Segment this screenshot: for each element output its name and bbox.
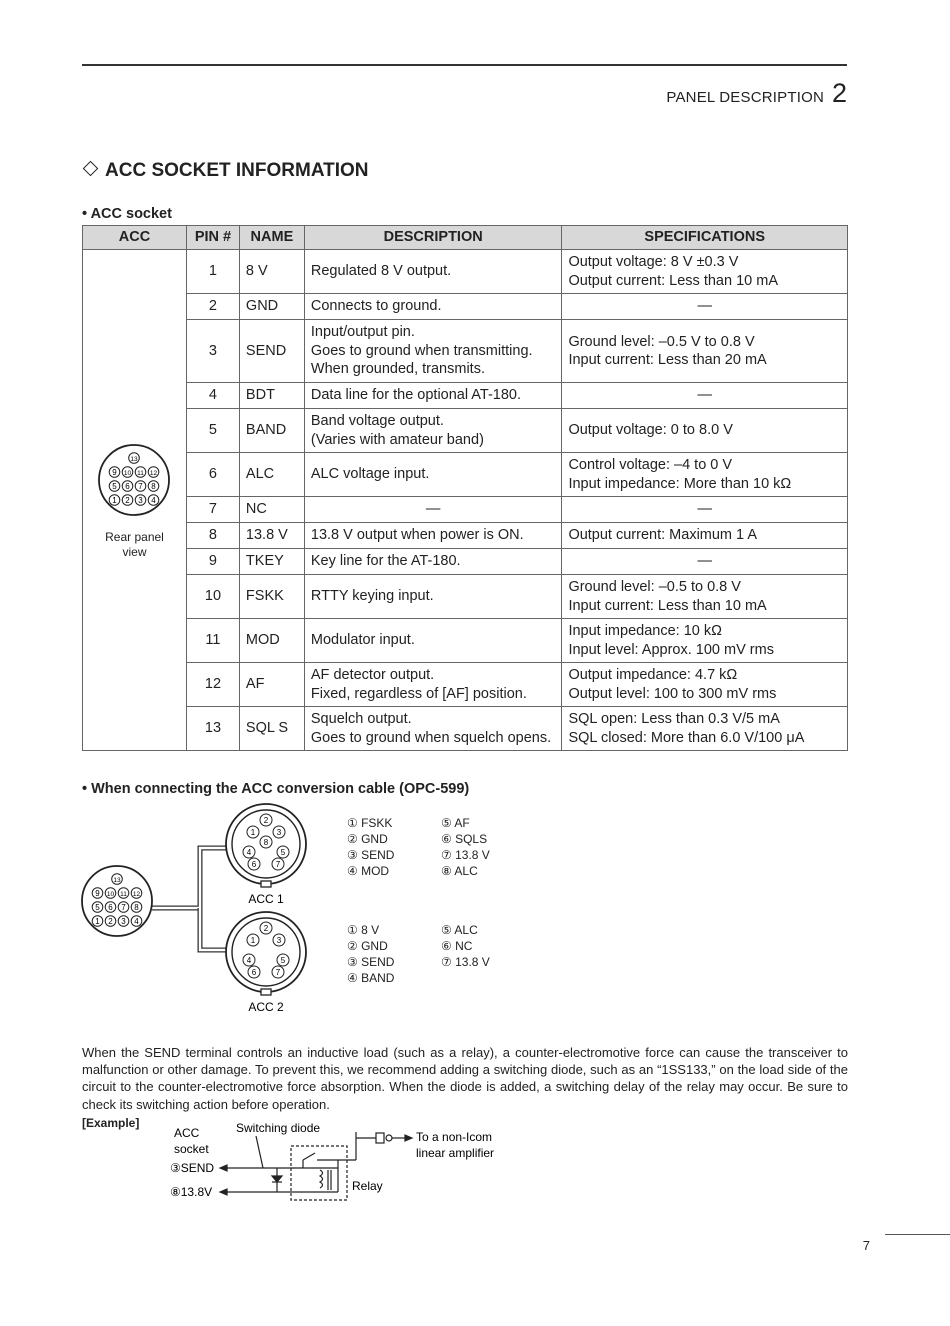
description-cell — [304, 409, 562, 453]
pin-name-cell: GND — [239, 294, 304, 320]
description-line: Goes to ground when squelch opens. — [310, 729, 552, 746]
socket-pin-number: 4 — [134, 917, 139, 926]
pin-name-cell: BDT — [239, 383, 304, 409]
acc-socket-label-2: socket — [174, 1142, 209, 1156]
socket-pin-number: 3 — [121, 917, 126, 926]
table-row — [83, 320, 848, 383]
specification-cell — [562, 320, 848, 383]
specification-cell — [562, 294, 848, 320]
description-cell — [304, 549, 562, 575]
relay-example-schematic — [160, 1118, 520, 1208]
pin-assignment: ⑤ ALC — [441, 923, 478, 937]
table-row — [83, 453, 848, 497]
description-cell — [304, 663, 562, 707]
din-pin-number: 1 — [250, 936, 256, 945]
din-pin-number: 2 — [263, 816, 269, 825]
specification-line: — — [697, 387, 712, 404]
pin-assignment: ⑦ 13.8 V — [441, 848, 490, 862]
description-line: (Varies with amateur band) — [310, 431, 484, 448]
table-row — [83, 294, 848, 320]
description-line: Regulated 8 V output. — [310, 263, 452, 280]
rear-panel-label-line1: Rear panel — [105, 530, 164, 544]
socket-pin-number: 1 — [112, 496, 118, 505]
specification-line: Input impedance: 10 kΩ — [568, 623, 722, 639]
socket-pin-number: 9 — [112, 468, 118, 477]
pin-assignment: ⑦ 13.8 V — [441, 955, 490, 969]
specification-cell — [562, 250, 848, 294]
pin-assignment: ③ SEND — [347, 955, 395, 969]
socket-pin-number: 2 — [108, 917, 113, 926]
description-line: — — [425, 501, 441, 518]
table-row — [83, 575, 848, 619]
specification-line: Output current: Less than 10 mA — [568, 272, 778, 289]
socket-pin-number: 12 — [150, 470, 158, 477]
specification-line: Output impedance: 4.7 kΩ — [568, 667, 738, 683]
pin-name-cell: MOD — [239, 619, 304, 663]
page-number: 7 — [862, 1238, 870, 1253]
acc1-pin-list-left — [347, 815, 394, 879]
pin-assignment: ④ BAND — [347, 971, 395, 985]
specification-line: Input current: Less than 10 mA — [568, 597, 767, 614]
pin-number-cell: 9 — [186, 549, 239, 575]
socket-pin-number: 5 — [95, 903, 100, 912]
pin-name-cell: NC — [239, 497, 304, 523]
pin-number-cell: 13 — [186, 707, 239, 751]
column-header: SPECIFICATIONS — [562, 226, 848, 250]
description-cell — [304, 619, 562, 663]
description-line: When grounded, transmits. — [310, 361, 485, 378]
table-row — [83, 383, 848, 409]
din-pin-number: 7 — [275, 860, 281, 869]
socket-pin-number: 1 — [95, 917, 100, 926]
specification-cell — [562, 663, 848, 707]
chapter-number: 2 — [831, 78, 847, 108]
din-pin-number: 5 — [280, 956, 286, 965]
socket-pin-number: 7 — [138, 482, 144, 491]
pin-assignment: ② GND — [347, 939, 388, 953]
column-header: PIN # — [186, 226, 239, 250]
example-label: [Example] — [82, 1116, 140, 1130]
table-row — [83, 707, 848, 751]
pin-number-cell: 7 — [186, 497, 239, 523]
specification-line: SQL open: Less than 0.3 V/5 mA — [568, 711, 780, 727]
din-pin-number: 8 — [263, 838, 269, 847]
column-header: NAME — [239, 226, 304, 250]
specification-line: Output voltage: 8 V ±0.3 V — [568, 254, 739, 270]
table-row — [83, 250, 848, 294]
table-header-row — [83, 226, 848, 250]
din-pin-number: 2 — [263, 924, 269, 933]
running-header: PANEL DESCRIPTION — [666, 89, 824, 106]
specification-line: Ground level: –0.5 V to 0.8 V — [568, 333, 755, 350]
pin-assignment: ⑧ ALC — [441, 864, 478, 878]
socket-pin-number: 6 — [108, 903, 113, 912]
din-pin-number: 1 — [250, 828, 256, 837]
socket-pin-number: 3 — [138, 496, 144, 505]
to-amp-label-2: linear amplifier — [416, 1146, 495, 1160]
specification-cell — [562, 383, 848, 409]
description-line: Input/output pin. — [310, 324, 415, 341]
din-pin-number: 7 — [275, 968, 281, 977]
pin-assignment: ③ SEND — [347, 848, 395, 862]
specification-line: Output level: 100 to 300 mV rms — [568, 685, 777, 702]
description-cell — [304, 250, 562, 294]
din-pin-number: 3 — [276, 936, 282, 945]
specification-cell — [562, 453, 848, 497]
socket-pin-number: 13 — [113, 877, 121, 884]
din-pin-number: 4 — [246, 956, 252, 965]
description-cell — [304, 523, 562, 549]
description-line: Band voltage output. — [310, 413, 444, 429]
din-pin-number: 6 — [251, 860, 257, 869]
socket-pin-number: 10 — [106, 891, 115, 898]
socket-pin-number: 4 — [151, 496, 157, 505]
socket-pin-number: 5 — [112, 482, 118, 491]
rear-panel-label — [89, 530, 180, 560]
din-pin-number: 5 — [280, 848, 286, 857]
pin-assignment: ① 8 V — [347, 923, 380, 937]
pin-number-cell: 12 — [186, 663, 239, 707]
acc1-pin-list-right — [441, 815, 490, 879]
socket-pin-number: 8 — [151, 482, 157, 491]
description-line: Squelch output. — [310, 711, 412, 727]
section-title — [82, 160, 369, 182]
specification-cell — [562, 409, 848, 453]
specification-line: Input impedance: More than 10 kΩ — [568, 475, 792, 492]
socket-pin-number: 11 — [137, 470, 145, 477]
pin-assignment: ⑤ AF — [441, 816, 470, 830]
socket-pin-number: 12 — [132, 891, 141, 898]
description-line: Modulator input. — [310, 632, 415, 649]
pin-assignment: ① FSKK — [347, 816, 393, 830]
specification-cell — [562, 523, 848, 549]
specification-line: — — [697, 501, 712, 518]
description-line: RTTY keying input. — [310, 588, 434, 605]
inductive-load-note: When the SEND terminal controls an inductive load (such as a relay), a counter-electromotive force can cause the transceiver to malfunction or other damage. To prevent this, we recommend adding a switching diode, such as an “1SS133,” on the load side of the circuit to the counter-electromotive force absorption. When the diode is added, a switching delay of the relay may occur. Be sure to check its switching action before operation. — [82, 1045, 848, 1112]
description-cell — [304, 497, 562, 523]
section-title-text: ACC SOCKET INFORMATION — [105, 160, 369, 181]
socket-pin-number: 9 — [95, 889, 100, 898]
table-row — [83, 619, 848, 663]
specification-line: Output voltage: 0 to 8.0 V — [568, 422, 733, 439]
specification-line: Output current: Maximum 1 A — [568, 527, 758, 544]
pin-number-cell: 10 — [186, 575, 239, 619]
v138-pin-label: ⑧13.8V — [170, 1185, 213, 1199]
pin-assignment: ⑥ NC — [441, 939, 473, 953]
table-row — [83, 549, 848, 575]
specification-cell — [562, 575, 848, 619]
description-cell — [304, 575, 562, 619]
socket-pin-number: 11 — [120, 891, 127, 898]
acc-socket-table — [82, 225, 848, 751]
rear-panel-label-line2: view — [122, 545, 147, 559]
acc1-label: ACC 1 — [248, 892, 284, 906]
din-pin-number: 4 — [246, 848, 252, 857]
pin-name-cell: 8 V — [239, 250, 304, 294]
description-line: Key line for the AT-180. — [310, 553, 461, 570]
pin-name-cell: ALC — [239, 453, 304, 497]
description-cell — [304, 294, 562, 320]
acc-socket-cell — [83, 250, 187, 751]
pin-name-cell: AF — [239, 663, 304, 707]
specification-cell — [562, 549, 848, 575]
pin-assignment: ④ MOD — [347, 864, 390, 878]
specification-line: — — [697, 553, 712, 570]
pin-number-cell: 2 — [186, 294, 239, 320]
acc-socket-pinout-icon — [91, 440, 177, 526]
socket-pin-number: 10 — [124, 470, 132, 477]
din-pin-number: 3 — [276, 828, 282, 837]
specification-line: — — [697, 298, 712, 315]
pin-number-cell: 3 — [186, 320, 239, 383]
column-header: ACC — [83, 226, 187, 250]
description-cell — [304, 707, 562, 751]
acc2-label: ACC 2 — [248, 1000, 284, 1014]
table-row — [83, 523, 848, 549]
cable-heading: • When connecting the ACC conversion cable (OPC-599) — [82, 781, 470, 797]
table-row — [83, 409, 848, 453]
description-line: Data line for the optional AT-180. — [310, 387, 522, 404]
description-line: 13.8 V output when power is ON. — [310, 527, 524, 544]
table-row — [83, 497, 848, 523]
pin-assignment: ⑥ SQLS — [441, 832, 488, 846]
pin-name-cell: SEND — [239, 320, 304, 383]
pin-assignment: ② GND — [347, 832, 388, 846]
table-row — [83, 663, 848, 707]
description-line: Goes to ground when transmitting. — [310, 342, 533, 359]
switching-diode-label: Switching diode — [236, 1121, 321, 1135]
acc2-pin-list-right — [441, 922, 490, 970]
specification-line: Control voltage: –4 to 0 V — [568, 457, 733, 473]
pin-number-cell: 1 — [186, 250, 239, 294]
description-line: ALC voltage input. — [310, 466, 430, 483]
specification-cell — [562, 619, 848, 663]
pin-name-cell: TKEY — [239, 549, 304, 575]
pin-number-cell: 5 — [186, 409, 239, 453]
description-line: AF detector output. — [310, 667, 435, 683]
description-line: Connects to ground. — [310, 298, 442, 315]
socket-pin-number: 13 — [130, 456, 139, 463]
pin-number-cell: 6 — [186, 453, 239, 497]
socket-pin-number: 6 — [125, 482, 131, 491]
acc-socket-label-1: ACC — [174, 1126, 200, 1140]
pin-name-cell: FSKK — [239, 575, 304, 619]
description-cell — [304, 383, 562, 409]
pin-number-cell: 8 — [186, 523, 239, 549]
specification-cell — [562, 497, 848, 523]
footer-rule — [885, 1234, 950, 1235]
description-cell — [304, 453, 562, 497]
to-amp-label-1: To a non-Icom — [416, 1130, 493, 1144]
relay-label: Relay — [352, 1179, 383, 1193]
specification-line: SQL closed: More than 6.0 V/100 μA — [568, 729, 805, 746]
diamond-icon — [83, 161, 99, 177]
acc2-pin-list-left — [347, 922, 394, 986]
pin-number-cell: 11 — [186, 619, 239, 663]
specification-line: Ground level: –0.5 to 0.8 V — [568, 579, 741, 595]
top-rule — [82, 64, 847, 66]
specification-cell — [562, 707, 848, 751]
specification-line: Input current: Less than 20 mA — [568, 352, 767, 368]
acc-socket-heading: • ACC socket — [82, 206, 172, 222]
description-line: Fixed, regardless of [AF] position. — [310, 685, 527, 702]
socket-pin-number: 7 — [121, 903, 126, 912]
pin-name-cell: BAND — [239, 409, 304, 453]
column-header: DESCRIPTION — [304, 226, 562, 250]
description-cell — [304, 320, 562, 383]
din-pin-number: 6 — [251, 968, 257, 977]
pin-number-cell: 4 — [186, 383, 239, 409]
pin-name-cell: 13.8 V — [239, 523, 304, 549]
socket-pin-number: 2 — [125, 496, 131, 505]
specification-line: Input level: Approx. 100 mV rms — [568, 641, 774, 658]
send-pin-label: ③SEND — [170, 1161, 215, 1175]
pin-name-cell: SQL S — [239, 707, 304, 751]
socket-pin-number: 8 — [134, 903, 139, 912]
